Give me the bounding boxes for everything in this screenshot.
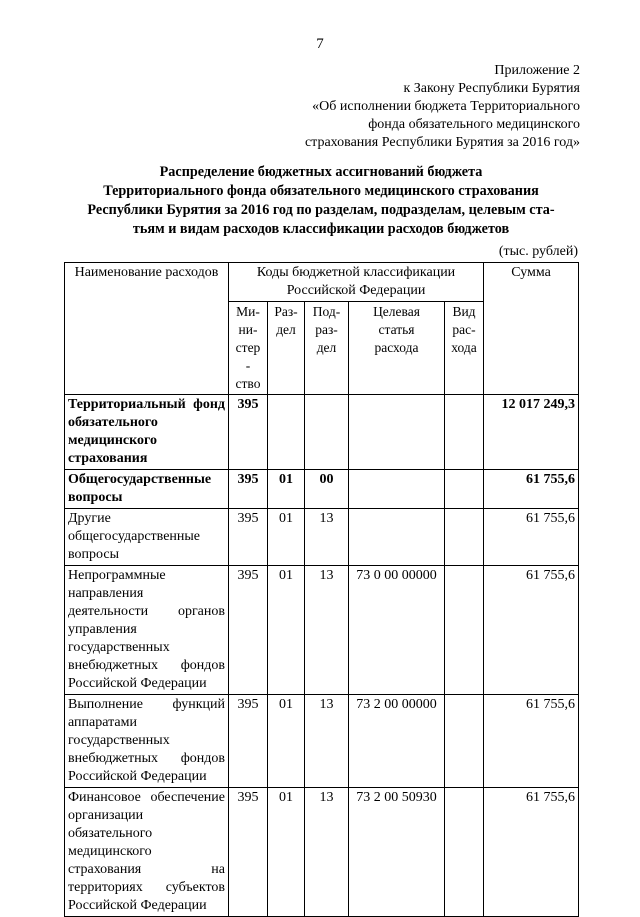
row-sum: 61 755,6 — [484, 509, 579, 566]
row-subsection — [305, 395, 349, 470]
row-kind — [445, 566, 484, 695]
header-subsection: Под- раз- дел — [305, 302, 349, 395]
page-number: 7 — [316, 36, 324, 52]
header-name: Наименование расходов — [65, 263, 229, 395]
table-row — [65, 695, 579, 788]
row-kind — [445, 395, 484, 470]
table-row — [65, 470, 579, 509]
row-sum: 61 755,6 — [484, 566, 579, 695]
row-sum: 61 755,6 — [484, 470, 579, 509]
title-line-3: Республики Бурятия за 2016 год по разделам, подразделам, целевым ста- — [87, 202, 555, 218]
row-sum: 61 755,6 — [484, 695, 579, 788]
row-target: 73 2 00 50930 — [349, 788, 445, 917]
appendix-header — [305, 62, 580, 152]
appendix-line-1: Приложение 2 — [494, 63, 580, 78]
row-section: 01 — [268, 695, 305, 788]
row-kind — [445, 509, 484, 566]
row-target — [349, 395, 445, 470]
row-name: Территориальный фонд обязательного медицинского страхования — [65, 395, 229, 470]
row-sum: 61 755,6 — [484, 788, 579, 917]
row-ministry: 395 — [229, 695, 268, 788]
units-label: (тыс. рублей) — [498, 244, 578, 259]
row-section: 01 — [268, 509, 305, 566]
row-section: 01 — [268, 788, 305, 917]
title-line-4: тьям и видам расходов классификации расходов бюджетов — [132, 221, 510, 237]
header-target: Целевая статья расхода — [349, 302, 445, 395]
row-subsection: 00 — [305, 470, 349, 509]
row-target — [349, 509, 445, 566]
table-row — [65, 509, 579, 566]
header-kind: Вид рас- хода — [445, 302, 484, 395]
row-section: 01 — [268, 470, 305, 509]
row-ministry: 395 — [229, 788, 268, 917]
row-subsection: 13 — [305, 788, 349, 917]
row-target — [349, 470, 445, 509]
budget-table — [64, 262, 579, 917]
table-row — [65, 788, 579, 917]
header-section: Раз- дел — [268, 302, 305, 395]
header-sum: Сумма — [484, 263, 579, 395]
row-subsection: 13 — [305, 695, 349, 788]
row-ministry: 395 — [229, 509, 268, 566]
row-section: 01 — [268, 566, 305, 695]
row-name: Общегосударственные вопросы — [65, 470, 229, 509]
row-section — [268, 395, 305, 470]
row-ministry: 395 — [229, 470, 268, 509]
title-line-1: Распределение бюджетных ассигнований бюджета — [159, 164, 483, 180]
appendix-line-5: страхования Республики Бурятия за 2016 год» — [304, 135, 580, 150]
title-line-2: Территориального фонда обязательного медицинского страхования — [103, 183, 539, 199]
row-name: Другие общегосударственные вопросы — [65, 509, 229, 566]
row-target: 73 0 00 00000 — [349, 566, 445, 695]
table-row — [65, 566, 579, 695]
row-subsection: 13 — [305, 566, 349, 695]
appendix-line-3: «Об исполнении бюджета Территориального — [312, 99, 580, 114]
header-ministry: Ми- ни- стер - ство — [229, 302, 268, 395]
table-row — [65, 395, 579, 470]
document-title — [64, 163, 578, 239]
row-kind — [445, 788, 484, 917]
row-name: Непрограммные направления деятельности органов управления государственных внебюджетных фондов Российской Федерации — [65, 566, 229, 695]
row-kind — [445, 470, 484, 509]
row-sum: 12 017 249,3 — [484, 395, 579, 470]
row-ministry: 395 — [229, 395, 268, 470]
row-kind — [445, 695, 484, 788]
row-target: 73 2 00 00000 — [349, 695, 445, 788]
row-ministry: 395 — [229, 566, 268, 695]
appendix-line-4: фонда обязательного медицинского — [368, 117, 580, 132]
appendix-line-2: к Закону Республики Бурятия — [403, 81, 580, 96]
header-codes: Коды бюджетной классификации Российской Федерации — [229, 263, 484, 302]
row-name: Выполнение функций аппаратами государственных внебюджетных фондов Российской Федерации — [65, 695, 229, 788]
row-subsection: 13 — [305, 509, 349, 566]
row-name: Финансовое обеспечение организации обязательного медицинского страхования на территориях субъектов Российской Федерации — [65, 788, 229, 917]
